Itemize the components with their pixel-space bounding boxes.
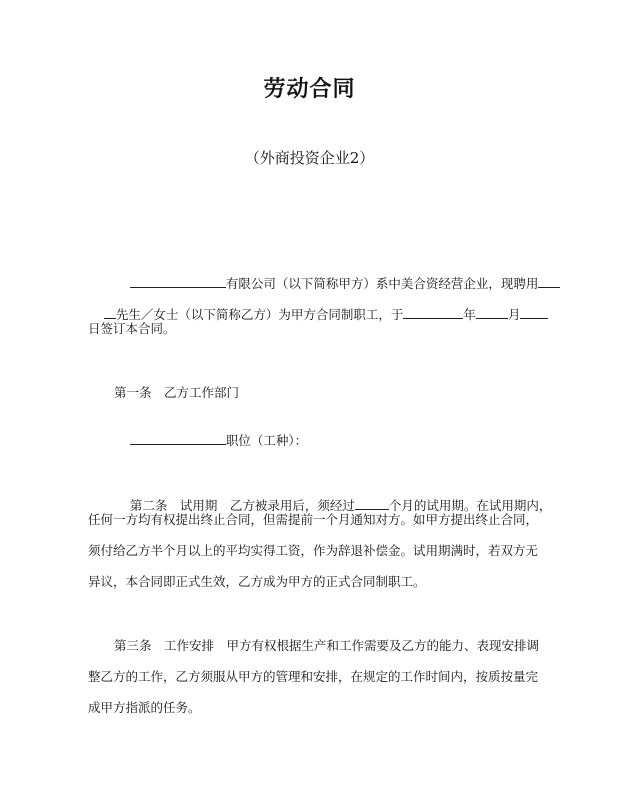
article-3-line-1: 第三条 工作安排 甲方有权根据生产和工作需要及乙方的能力、表现安排调 — [114, 638, 540, 653]
article-1-position-line: 职位（工种）： — [114, 416, 307, 465]
article-2-line-2: 任何一方均有权提出终止合同，但需提前一个月通知对方。如甲方提出终止合同， — [88, 512, 539, 527]
employee-name-blank-b — [104, 306, 116, 319]
intro-line-1: 有限公司（以下简称甲方）系中美合资经营企业，现聘用 — [114, 259, 560, 308]
article-2-line-1: 第二条 试用期 乙方被录用后，须经过 个月的试用期。在试用期内， — [129, 498, 552, 513]
intro-line-3: 日签订本合同。 — [88, 321, 176, 336]
article-2-line-3: 须付给乙方半个月以上的平均实得工资，作为辞退补偿金。试用期满时，若双方无 — [88, 543, 539, 558]
article-3-line-3: 成甲方指派的任务。 — [88, 700, 201, 715]
sign-day-blank — [520, 306, 548, 319]
article-3-line-2: 整乙方的工作，乙方须服从甲方的管理和安排，在规定的工作时间内，按质按量完 — [88, 669, 539, 684]
employee-name-blank-a — [538, 275, 560, 288]
sign-year-blank — [403, 306, 463, 319]
company-name-blank — [130, 275, 226, 288]
intro-line-2: 先生／女士（以下简称乙方）为甲方合同制职工，于 年 月 — [88, 290, 548, 339]
sign-month-blank — [476, 306, 508, 319]
article-1-heading: 第一条 乙方工作部门 — [114, 385, 240, 400]
department-blank — [130, 432, 226, 445]
document-subtitle: （外商投资企业2） — [244, 149, 375, 167]
document-title: 劳动合同 — [263, 76, 356, 102]
article-2-line-4: 异议，本合同即正式生效，乙方成为甲方的正式合同制职工。 — [88, 574, 426, 589]
probation-months-blank — [355, 497, 389, 510]
